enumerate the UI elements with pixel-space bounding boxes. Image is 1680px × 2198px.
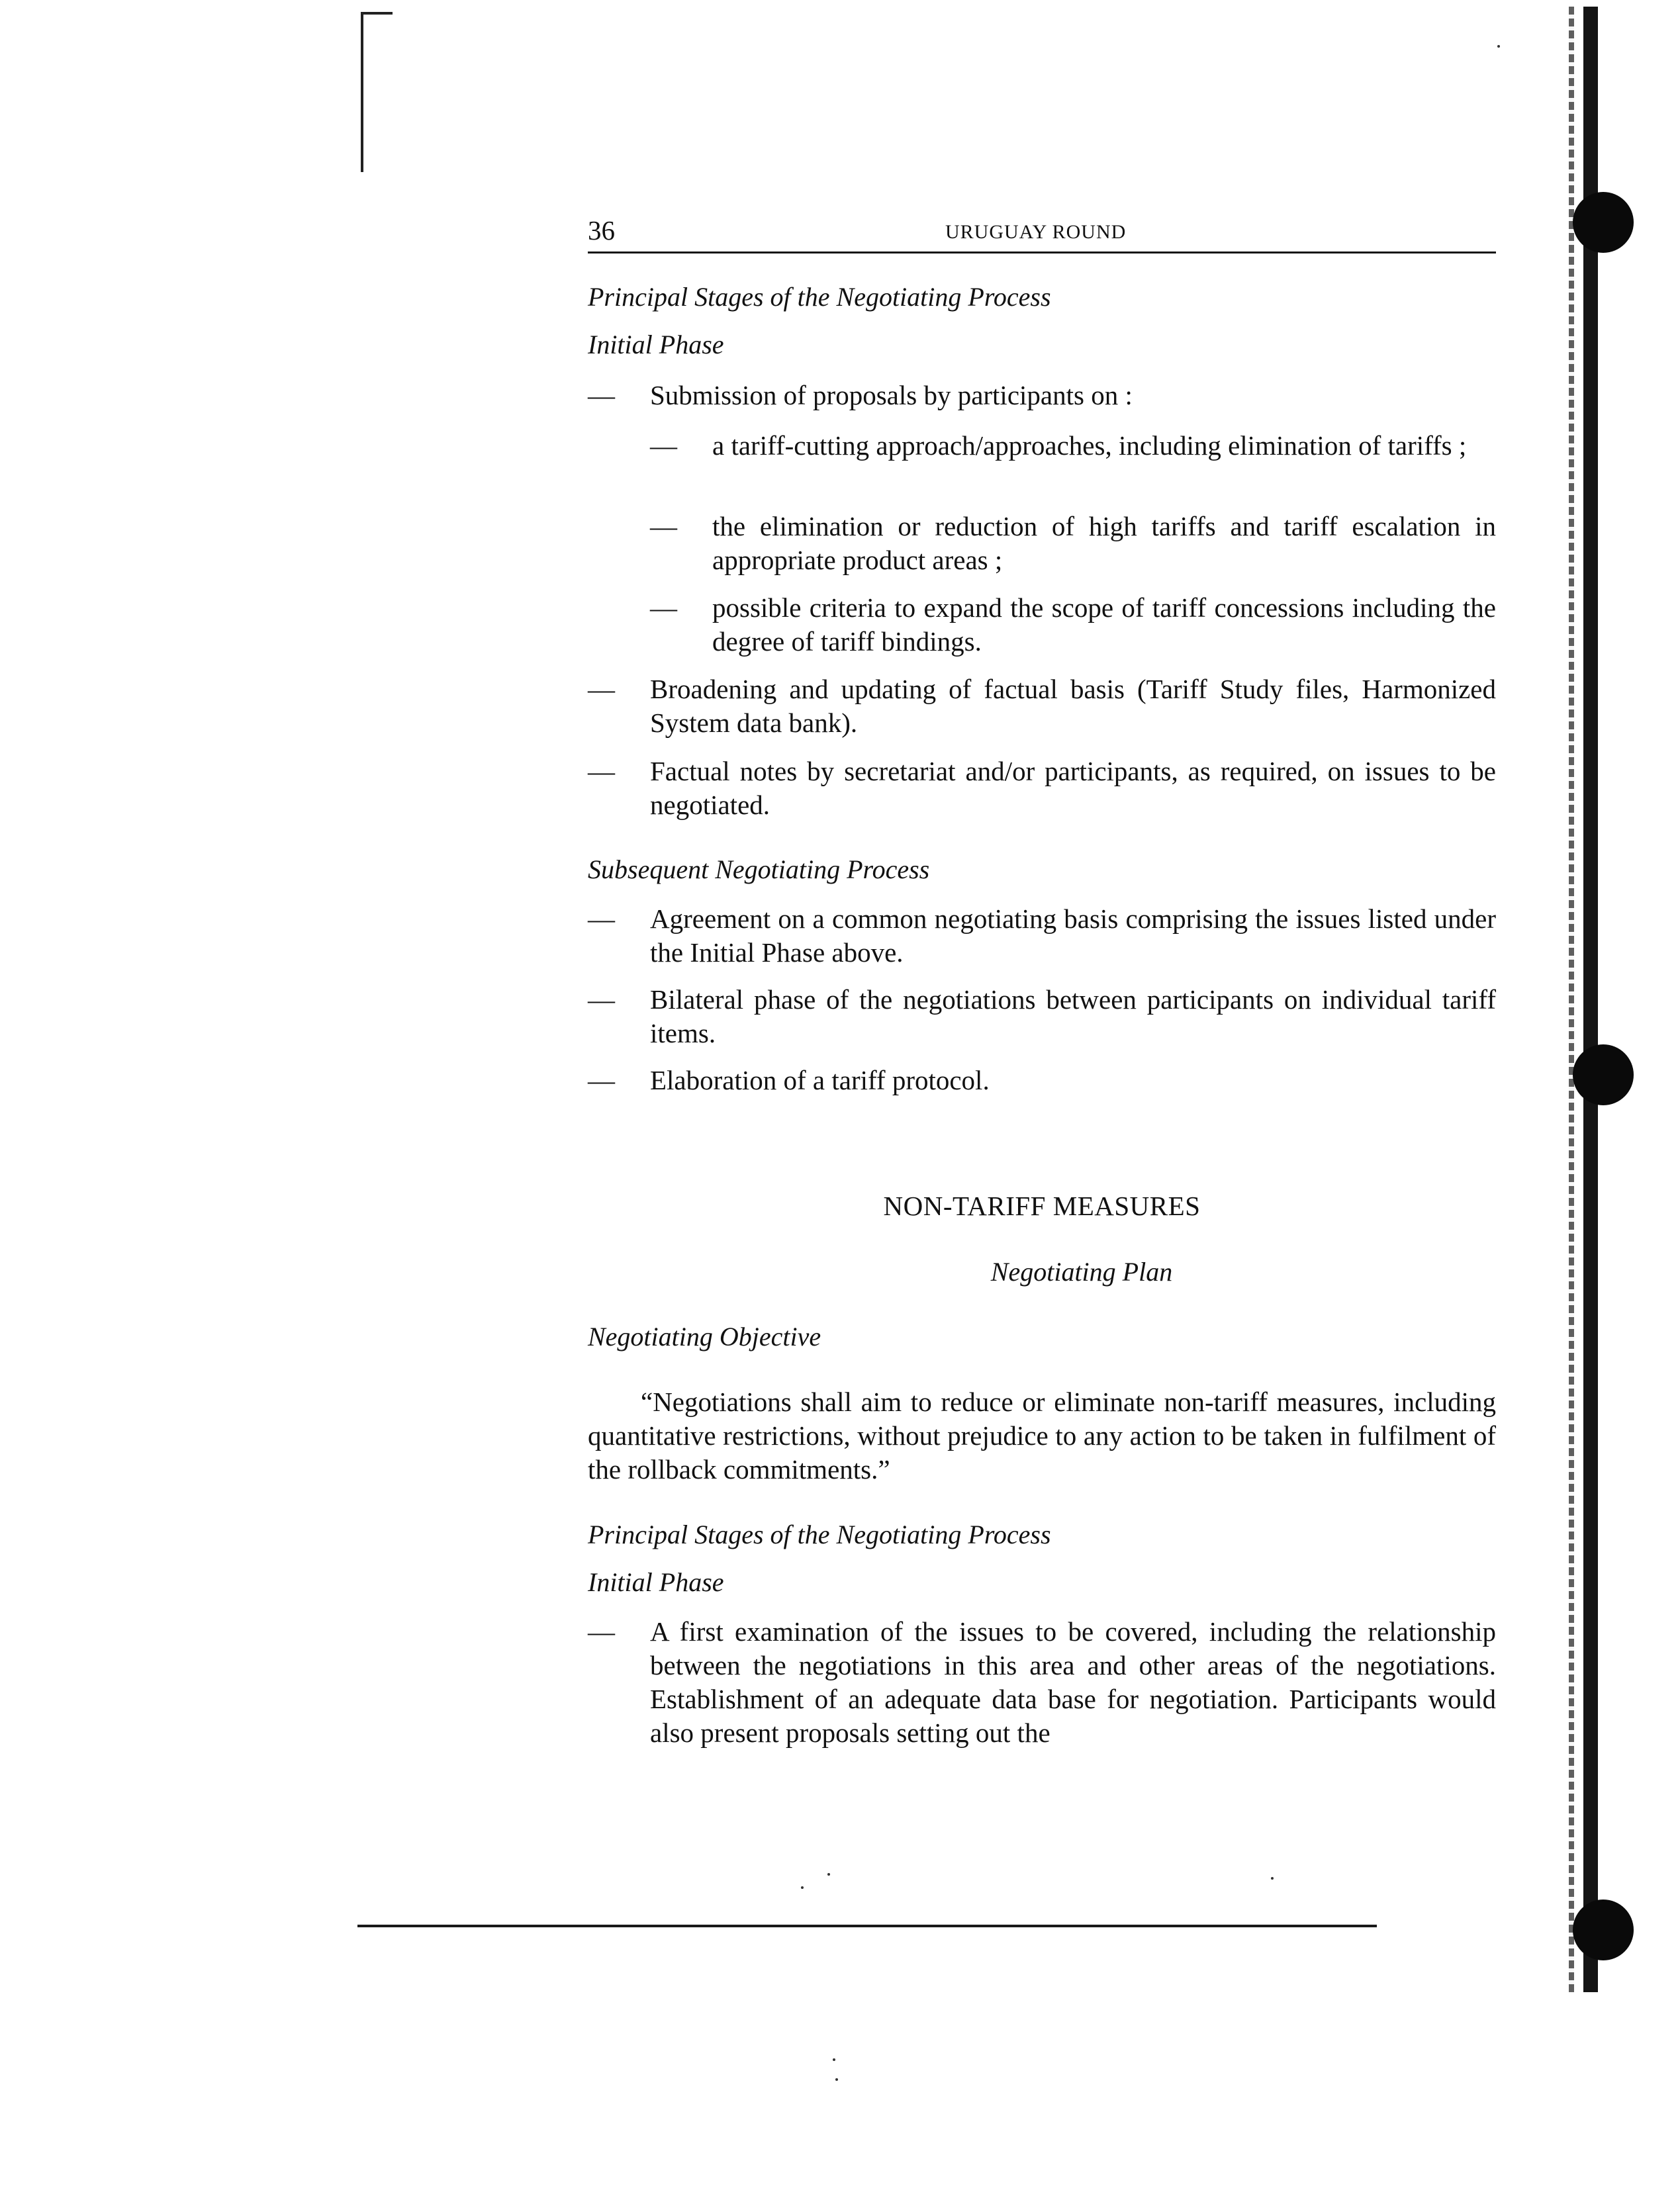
objective-heading: Negotiating Objective xyxy=(588,1322,821,1351)
list-item-text: A first examination of the issues to be covered, including the relationship between the negotiations in this area and other areas of the negotiations. Establishment of an adequate data base for negotiation. Participants would also present proposals setting out the xyxy=(650,1616,1496,1748)
dash-marker: — xyxy=(588,674,615,704)
ntm-stages-heading: Principal Stages of the Negotiating Process xyxy=(588,1520,1051,1549)
dash-marker: — xyxy=(650,430,677,461)
dash-marker: — xyxy=(588,984,615,1015)
dash-marker: — xyxy=(650,511,677,541)
speck xyxy=(1271,1877,1274,1880)
section-title: NON-TARIFF MEASURES xyxy=(883,1191,1201,1221)
scan-edge-mark xyxy=(361,13,363,172)
list-item-text: Factual notes by secretariat and/or participants, as required, on issues to be negotiated. xyxy=(650,756,1496,820)
plan-heading: Negotiating Plan xyxy=(990,1257,1173,1287)
speck xyxy=(835,2078,838,2081)
dash-marker: — xyxy=(650,592,677,623)
speck xyxy=(827,1873,830,1876)
list-item-text: Bilateral phase of the negotiations between participants on individual tariff items. xyxy=(650,984,1496,1048)
dash-marker: — xyxy=(588,380,615,410)
binding-bar xyxy=(1583,7,1598,1992)
page-number: 36 xyxy=(588,215,615,246)
stages-heading: Principal Stages of the Negotiating Process xyxy=(588,282,1051,312)
header-rule xyxy=(588,252,1496,253)
sub-list-item-text: the elimination or reduction of high tariffs and tariff escalation in appropriate product areas ; xyxy=(712,511,1496,575)
binding-edge xyxy=(1569,7,1574,1992)
punch-hole-top xyxy=(1573,192,1634,253)
sub-list-item-text: possible criteria to expand the scope of tariff concessions including the degree of tariff bindings. xyxy=(712,592,1496,657)
sub-list-item-text: a tariff-cutting approach/approaches, including elimination of tariffs ; xyxy=(712,430,1467,461)
scan-corner-mark xyxy=(361,12,393,15)
speck xyxy=(801,1886,804,1889)
speck xyxy=(833,2058,835,2061)
subsequent-heading: Subsequent Negotiating Process xyxy=(588,854,930,884)
list-item-text: Submission of proposals by participants on : xyxy=(650,380,1133,410)
bottom-rule xyxy=(357,1925,1377,1927)
list-item-text: Agreement on a common negotiating basis comprising the issues listed under the Initial Phase above. xyxy=(650,903,1496,968)
punch-hole-middle xyxy=(1573,1044,1634,1105)
speck xyxy=(1497,45,1500,48)
dash-marker: — xyxy=(588,1616,615,1647)
ntm-initial-phase-heading: Initial Phase xyxy=(588,1567,724,1597)
dash-marker: — xyxy=(588,1065,615,1095)
dash-marker: — xyxy=(588,903,615,934)
initial-phase-heading: Initial Phase xyxy=(588,330,724,359)
running-head: URUGUAY ROUND xyxy=(945,221,1127,243)
objective-quote: “Negotiations shall aim to reduce or eliminate non-tariff measures, including quantitative restrictions, without prejudice to any action to be taken in fulfilment of the rollback commitments.” xyxy=(588,1387,1496,1485)
list-item-text: Elaboration of a tariff protocol. xyxy=(650,1065,990,1095)
dash-marker: — xyxy=(588,756,615,786)
page-header xyxy=(588,210,1496,250)
punch-hole-bottom xyxy=(1573,1900,1634,1960)
list-item-text: Broadening and updating of factual basis (Tariff Study files, Harmonized System data bank). xyxy=(650,674,1496,738)
